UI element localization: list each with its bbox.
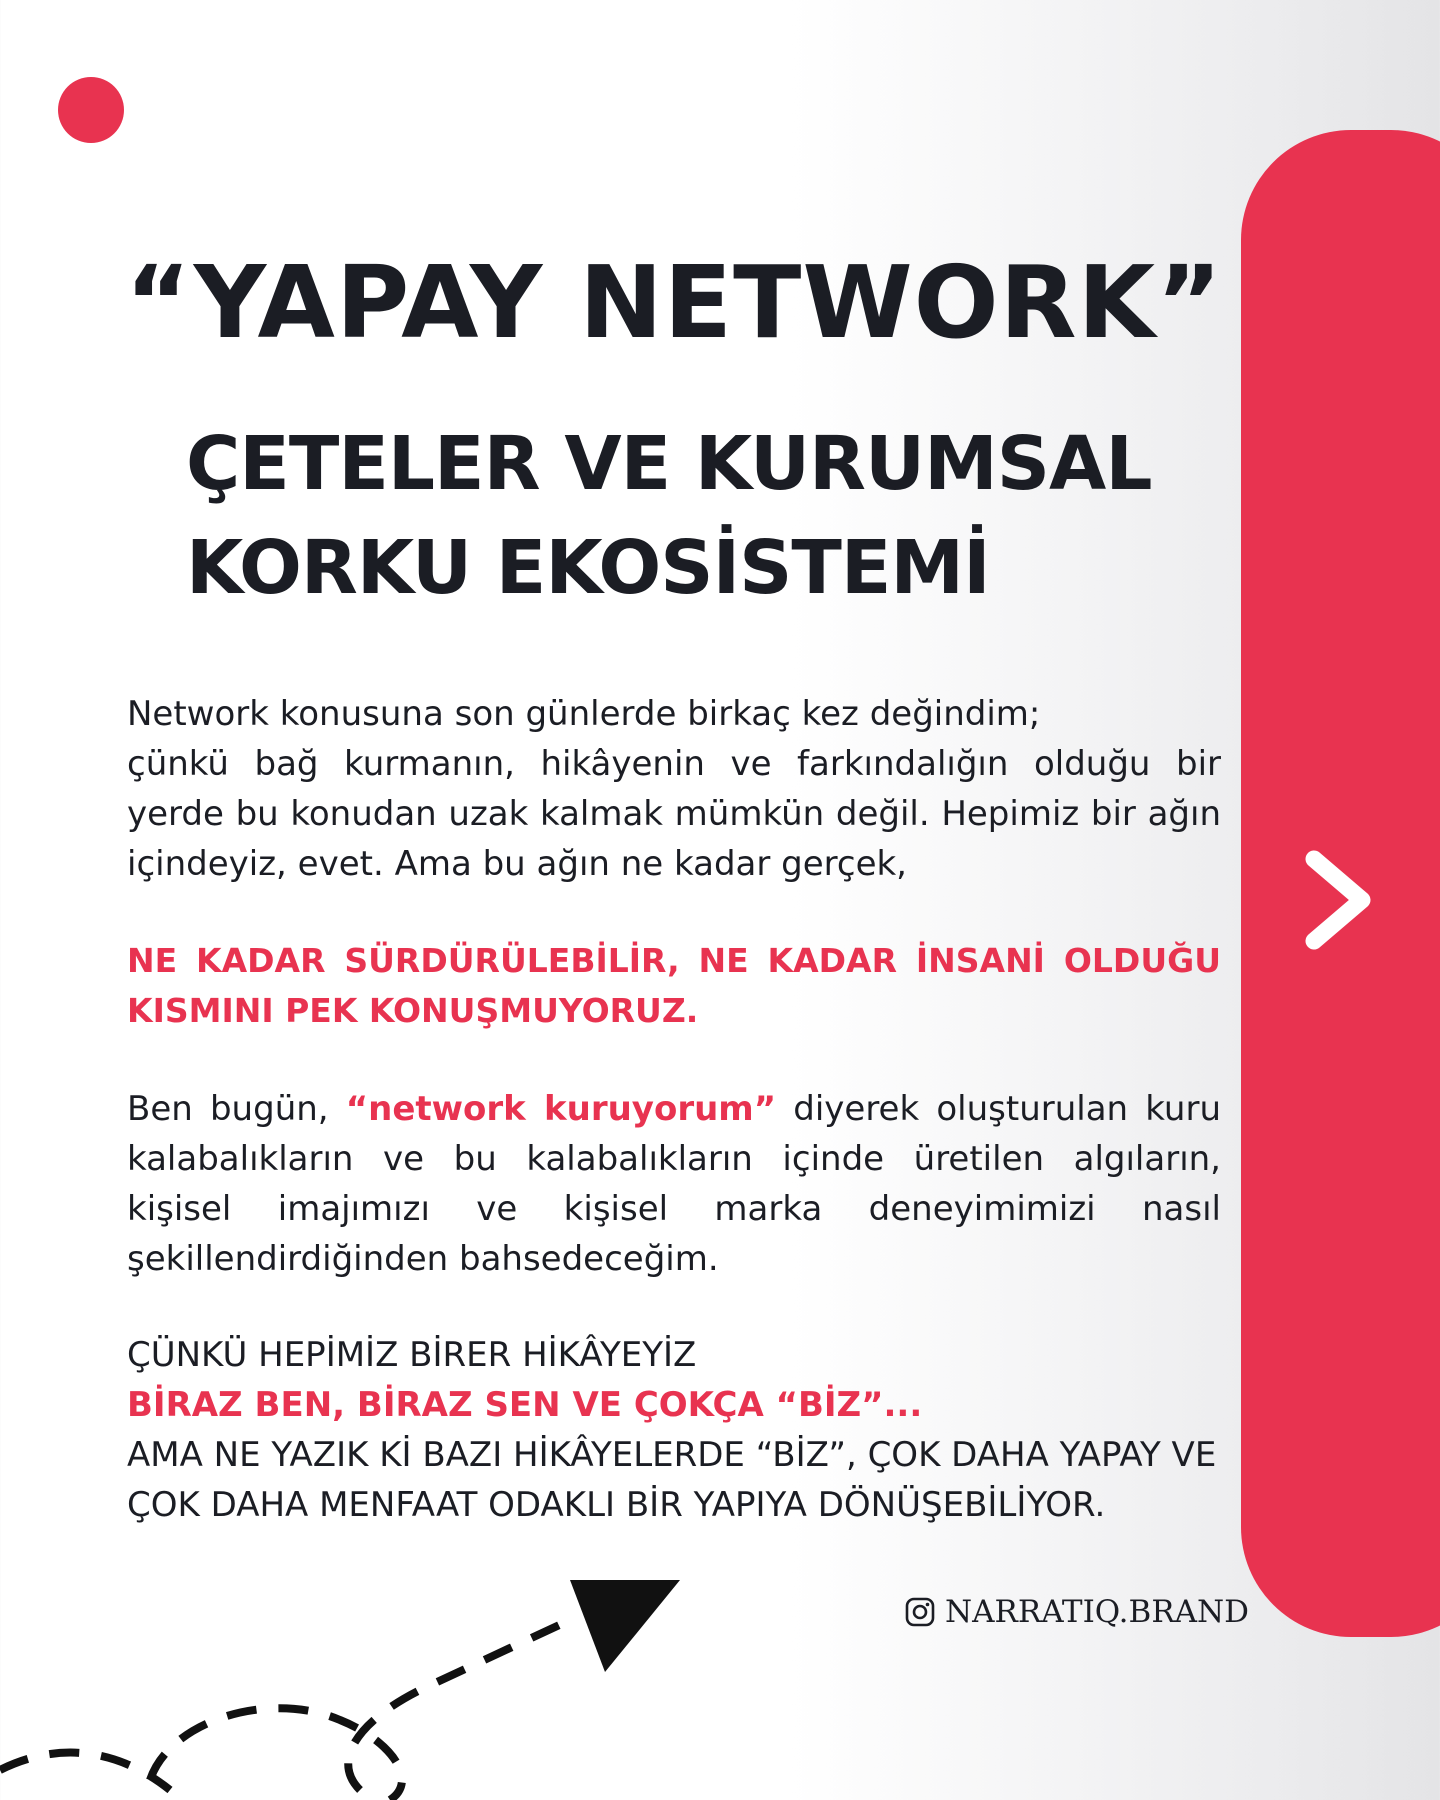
decorative-dot — [58, 77, 124, 143]
brand-handle[interactable] — [905, 1594, 1249, 1630]
closing-paragraph — [127, 1330, 1221, 1530]
subtitle-line: ÇETELER VE KURUMSAL — [186, 421, 1152, 507]
highlight-paragraph: NE KADAR SÜRDÜRÜLEBİLİR, NE KADAR İNSANİ OLDUĞU KISMINI PEK KONUŞMUYORUZ. — [127, 941, 1221, 1030]
intro-paragraph — [127, 689, 1221, 889]
page-title: “YAPAY NETWORK” — [125, 244, 1223, 361]
handle-text: NARRATIQ.BRAND — [945, 1594, 1250, 1630]
closing-line: ÇÜNKÜ HEPİMİZ BİRER HİKÂYEYİZ — [127, 1335, 697, 1375]
highlight-quote: “network kuruyorum” — [345, 1089, 777, 1129]
closing-highlight: BİRAZ BEN, BİRAZ SEN VE ÇOKÇA “BİZ”... — [127, 1385, 923, 1425]
paragraph-text: diyerek oluşturulan kuru kalabalıkların ve bu kalabalıkların içinde üretilen algıların, kişisel imajımızı ve kişisel marka deneyimimizi nasıl şekillendirdiğinden bahsedeceğim. — [127, 1089, 1222, 1279]
intro-line: Network konusuna son günlerde birkaç kez değindim; — [127, 694, 1041, 734]
chevron-right-icon[interactable] — [1300, 845, 1380, 955]
intro-line: çünkü bağ kurmanın, hikâyenin ve farkındalığın olduğu bir yerde bu konudan uzak kalmak mümkün değil. Hepimiz bir ağın içindeyiz, evet. Ama bu ağın ne kadar gerçek, — [127, 744, 1221, 884]
page-subtitle — [186, 412, 1286, 620]
instagram-icon — [905, 1597, 935, 1627]
main-paragraph — [127, 1084, 1221, 1284]
subtitle-line: KORKU EKOSİSTEMİ — [186, 525, 990, 611]
closing-line: AMA NE YAZIK Kİ BAZI HİKÂYELERDE “BİZ”, ÇOK DAHA YAPAY VE ÇOK DAHA MENFAAT ODAKLI BİR YAPIYA DÖNÜŞEBİLİYOR. — [127, 1435, 1217, 1525]
paragraph-text: Ben bugün, — [127, 1089, 346, 1129]
dashed-arrow-decoration — [0, 1540, 720, 1800]
